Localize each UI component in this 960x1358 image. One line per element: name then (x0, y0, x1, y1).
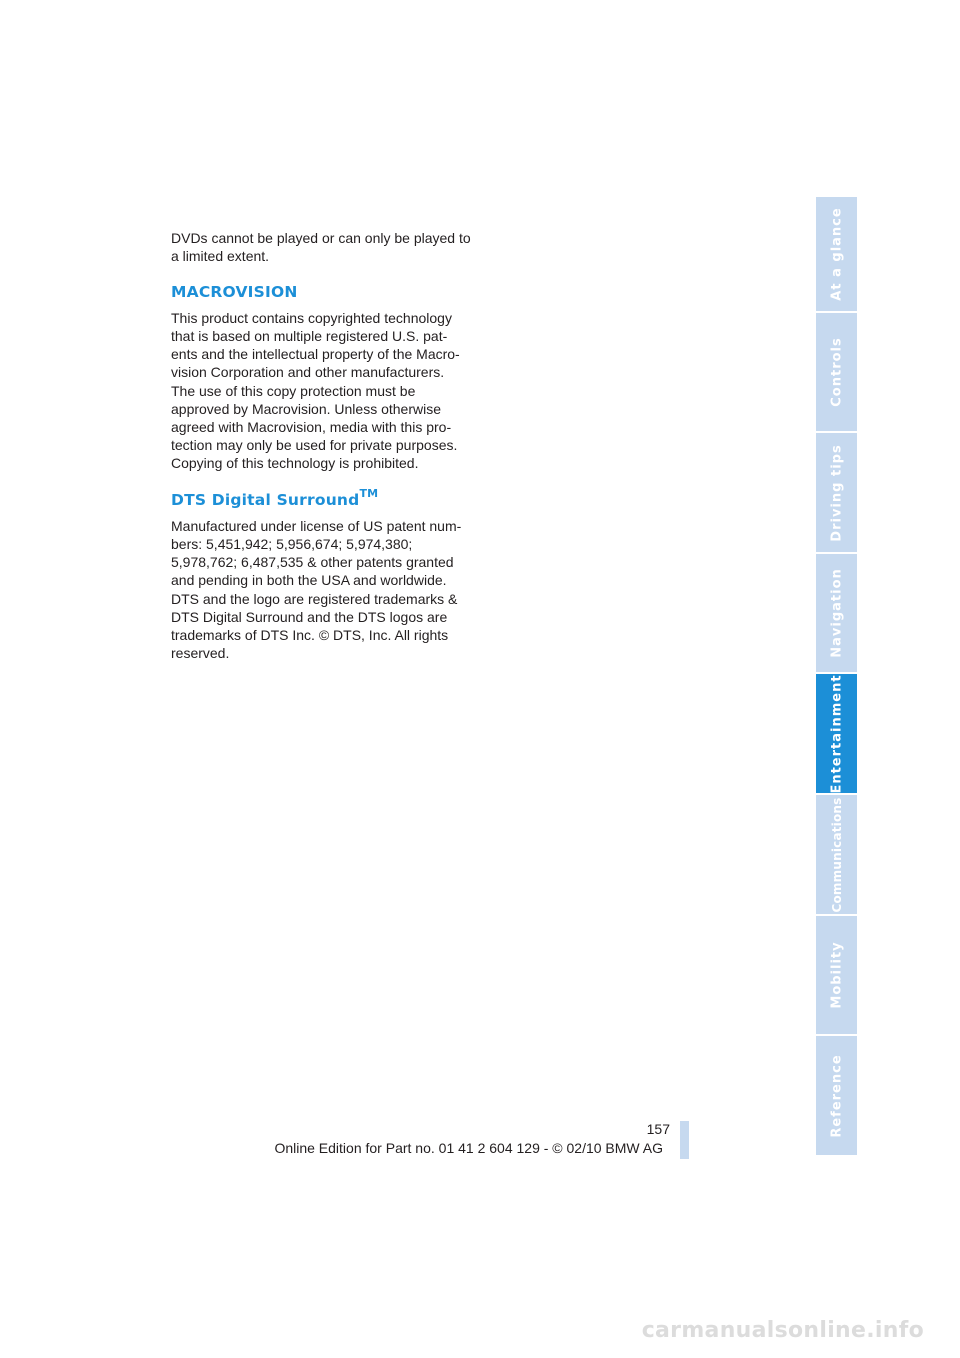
text-line: agreed with Macrovision, media with this pro- (171, 418, 452, 435)
text-line: Manufactured under license of US patent num- (171, 518, 462, 535)
trademark-mark: TM (359, 487, 379, 501)
text-line: 5,978,762; 6,487,535 & other patents granted (171, 554, 454, 571)
text-line: The use of this copy protection must be (171, 382, 416, 399)
section-tabs (816, 197, 857, 1157)
tab-at-a-glance[interactable] (816, 197, 857, 311)
main-content (171, 229, 471, 662)
tab-driving-tips[interactable] (816, 433, 857, 552)
text-line: reserved. (171, 644, 230, 661)
tab-reference[interactable] (816, 1036, 857, 1155)
text-line: bers: 5,451,942; 5,956,674; 5,974,380; (171, 536, 413, 553)
text-line: ents and the intellectual property of the Macro- (171, 346, 460, 363)
tab-label: Entertainment (829, 674, 844, 793)
macrovision-paragraph (171, 309, 471, 472)
text-line: tection may only be used for private purposes. (171, 436, 458, 453)
intro-paragraph (171, 229, 471, 265)
text-line: that is based on multiple registered U.S. pat- (171, 328, 448, 345)
footer-edition-text: Online Edition for Part no. 01 41 2 604 129 - © 02/10 BMW AG (274, 1140, 663, 1156)
dts-paragraph (171, 517, 471, 662)
tab-navigation[interactable] (816, 554, 857, 672)
tab-label: Mobility (829, 941, 844, 1009)
tab-label: Driving tips (829, 443, 844, 542)
tab-communications[interactable] (816, 795, 857, 914)
tab-mobility[interactable] (816, 916, 857, 1034)
dts-heading-text: DTS Digital Surround (171, 491, 360, 510)
text-line: This product contains copyrighted technology (171, 310, 452, 327)
text-line: trademarks of DTS Inc. © DTS, Inc. All rights (171, 626, 449, 643)
text-line: DTS Digital Surround and the DTS logos are (171, 608, 448, 625)
watermark: carmanualsonline.info (641, 1318, 924, 1343)
macrovision-heading: MACROVISION (171, 283, 298, 302)
text-line: Copying of this technology is prohibited. (171, 454, 419, 471)
text-line: DVDs cannot be played or can only be played to (171, 230, 471, 246)
page-number-bar (680, 1121, 689, 1159)
tab-entertainment[interactable] (816, 674, 857, 793)
tab-label: Controls (829, 337, 844, 407)
text-line: approved by Macrovision. Unless otherwise (171, 400, 442, 417)
text-line: DTS and the logo are registered trademarks & (171, 590, 458, 607)
text-line: a limited extent. (171, 248, 270, 265)
dts-heading (171, 489, 471, 509)
text-line: and pending in both the USA and worldwide. (171, 572, 447, 589)
text-line: vision Corporation and other manufacturers. (171, 364, 445, 381)
tab-controls[interactable] (816, 313, 857, 431)
tab-label: Reference (829, 1053, 844, 1138)
tab-label: At a glance (829, 207, 844, 301)
tab-label: Communications (829, 796, 844, 913)
tab-label: Navigation (829, 568, 844, 658)
page-number: 157 (646, 1121, 670, 1137)
